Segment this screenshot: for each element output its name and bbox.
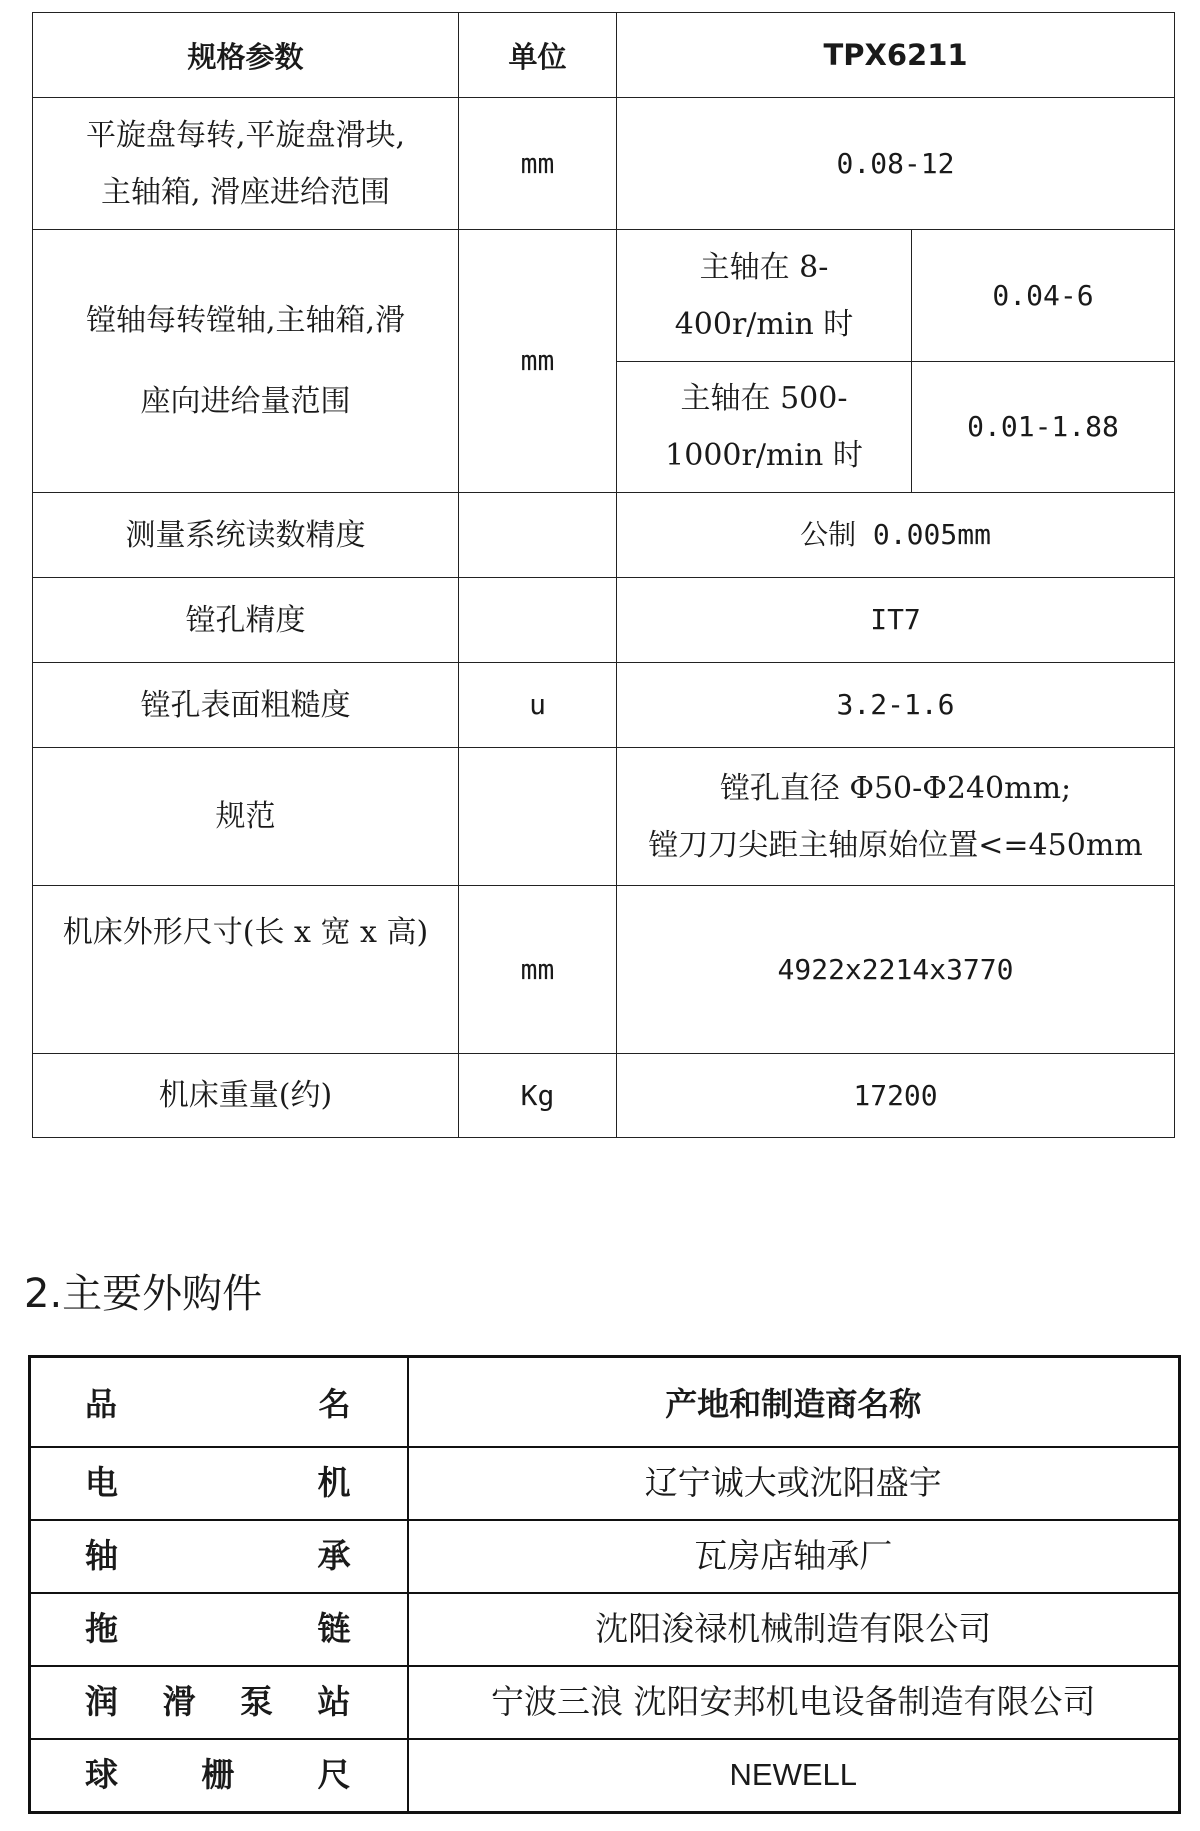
- dimensions-unit: mm: [459, 886, 617, 1054]
- parts-row: [30, 1666, 1180, 1739]
- boring-precision-row: [33, 578, 1175, 663]
- parts-row: [30, 1520, 1180, 1593]
- boring-precision-param: 镗孔精度: [33, 578, 459, 663]
- measure-precision-param: 测量系统读数精度: [33, 493, 459, 578]
- weight-row: [33, 1054, 1175, 1138]
- boring-feed-param-line1: 镗轴每转镗轴,主轴箱,滑: [85, 303, 406, 338]
- measure-precision-row: [33, 493, 1175, 578]
- part-maker: 宁波三浪 沈阳安邦机电设备制造有限公司: [408, 1666, 1180, 1739]
- spec-norm-row: [33, 748, 1175, 886]
- boring-precision-value: IT7: [617, 578, 1175, 663]
- boring-precision-unit: [459, 578, 617, 663]
- roughness-row: [33, 663, 1175, 748]
- weight-param: 机床重量(约): [33, 1054, 459, 1138]
- spec-norm-value: [617, 748, 1175, 886]
- parts-header-maker: 产地和制造商名称: [408, 1357, 1180, 1448]
- boring-feed-cond1-line1: 主轴在 8-: [699, 249, 829, 285]
- boring-feed-cond2: [617, 362, 912, 493]
- part-name: 轴 承: [30, 1520, 408, 1593]
- dimensions-param: 机床外形尺寸(长 x 宽 x 高): [33, 886, 459, 1054]
- spec-norm-value-line1: 镗孔直径 Φ50-Φ240mm;: [719, 770, 1072, 806]
- measure-precision-unit: [459, 493, 617, 578]
- feed-range-param-line2: 主轴箱, 滑座进给范围: [100, 174, 391, 210]
- measure-precision-value: 公制 0.005mm: [617, 493, 1175, 578]
- roughness-param: 镗孔表面粗糙度: [33, 663, 459, 748]
- section-heading: 2.主要外购件: [24, 1271, 263, 1317]
- parts-row: [30, 1593, 1180, 1666]
- parts-row: [30, 1739, 1180, 1813]
- part-maker: 辽宁诚大或沈阳盛宇: [408, 1447, 1180, 1520]
- boring-feed-cond1: [617, 230, 912, 362]
- roughness-unit: u: [459, 663, 617, 748]
- boring-feed-param-line2: 座向进给量范围: [140, 384, 351, 419]
- parts-header-name: 品 名: [30, 1357, 408, 1448]
- dimensions-value: 4922x2214x3770: [617, 886, 1175, 1054]
- part-name: 润 滑 泵 站: [30, 1666, 408, 1739]
- part-name: 电 机: [30, 1447, 408, 1520]
- parts-header-row: [30, 1357, 1180, 1448]
- parts-row: [30, 1447, 1180, 1520]
- feed-range-param-line1: 平旋盘每转,平旋盘滑块,: [85, 117, 406, 153]
- boring-feed-cond1-line2: 400r/min 时: [674, 306, 854, 342]
- feed-range-value: 0.08-12: [617, 98, 1175, 230]
- boring-feed-param: [33, 230, 459, 493]
- part-maker: 瓦房店轴承厂: [408, 1520, 1180, 1593]
- spec-norm-value-line2: 镗刀刀尖距主轴原始位置<=450mm: [648, 827, 1143, 863]
- boring-feed-cond2-line2: 1000r/min 时: [665, 438, 863, 473]
- header-param: 规格参数: [33, 13, 459, 98]
- spec-table: [32, 12, 1175, 1138]
- weight-value: 17200: [617, 1054, 1175, 1138]
- boring-feed-row-1: [33, 230, 1175, 362]
- boring-feed-cond2-line1: 主轴在 500-: [680, 381, 848, 416]
- spec-header-row: [33, 13, 1175, 98]
- boring-feed-value1: 0.04-6: [912, 230, 1175, 362]
- weight-unit: Kg: [459, 1054, 617, 1138]
- part-maker: 沈阳浚禄机械制造有限公司: [408, 1593, 1180, 1666]
- part-name: 拖 链: [30, 1593, 408, 1666]
- spec-norm-param: 规范: [33, 748, 459, 886]
- part-name: 球 栅 尺: [30, 1739, 408, 1813]
- roughness-value: 3.2-1.6: [617, 663, 1175, 748]
- feed-range-row: [33, 98, 1175, 230]
- part-maker: NEWELL: [408, 1739, 1180, 1813]
- boring-feed-unit: mm: [459, 230, 617, 493]
- header-unit: 单位: [459, 13, 617, 98]
- boring-feed-value2: 0.01-1.88: [912, 362, 1175, 493]
- spec-norm-unit: [459, 748, 617, 886]
- feed-range-param: [33, 98, 459, 230]
- parts-table: [28, 1355, 1181, 1814]
- header-model: TPX6211: [617, 13, 1175, 98]
- dimensions-row: [33, 886, 1175, 1054]
- feed-range-unit: mm: [459, 98, 617, 230]
